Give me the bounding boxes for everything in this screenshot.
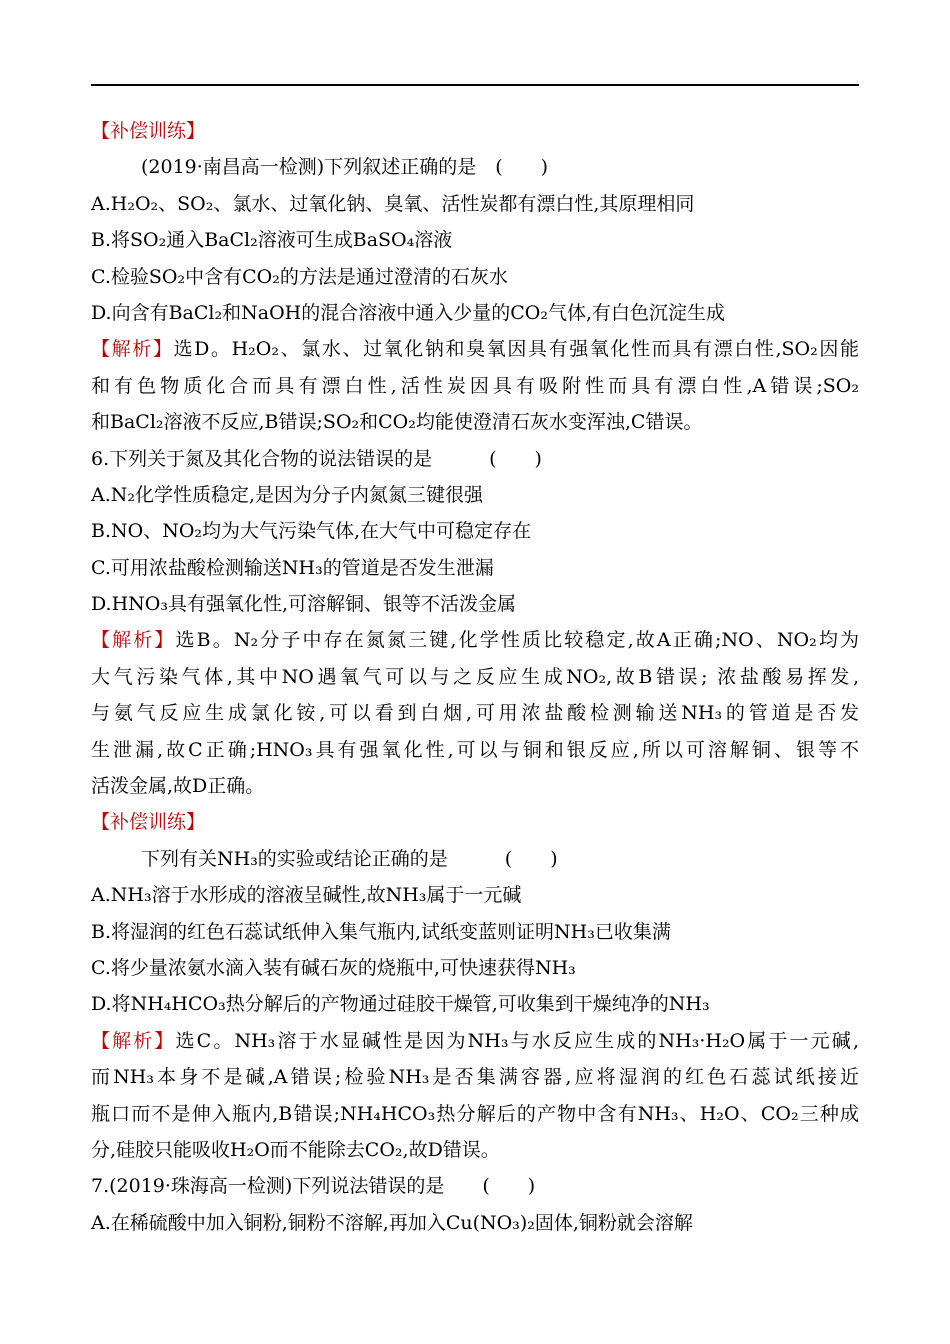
option-a: A.在稀硫酸中加入铜粉,铜粉不溶解,再加入Cu(NO₃)₂固体,铜粉就会溶解 (91, 1211, 693, 1234)
option-d: D.将NH₄HCO₃热分解后的产物通过硅胶干燥管,可收集到干燥纯净的NH₃ (91, 993, 710, 1016)
section-tag: 【补偿训练】 (91, 811, 206, 834)
analysis-line: 而NH₃本身不是碱,A错误;检验NH₃是否集满容器,应将湿润的红色石蕊试纸接近 (91, 1066, 859, 1089)
option-a: A.H₂O₂、SO₂、氯水、过氧化钠、臭氧、活性炭都有漂白性,其原理相同 (91, 192, 695, 215)
option-d: D.HNO₃具有强氧化性,可溶解铜、银等不活泼金属 (91, 593, 517, 616)
analysis-label: 【解析】 (91, 338, 174, 361)
analysis-line: 和有色物质化合而具有漂白性,活性炭因具有吸附性而具有漂白性,A错误;SO₂ (91, 374, 859, 397)
section-tag: 【补偿训练】 (91, 120, 206, 142)
option-b: B.将SO₂通入BaCl₂溶液可生成BaSO₄溶液 (91, 229, 453, 252)
question-stem: 下列有关NH₃的实验或结论正确的是 ( ) (141, 847, 558, 870)
analysis-line: 和BaCl₂溶液不反应,B错误;SO₂和CO₂均能使澄清石灰水变浑浊,C错误。 (91, 411, 703, 434)
analysis-line: 【解析】选B。N₂分子中存在氮氮三键,化学性质比较稳定,故A正确;NO、NO₂均为 (91, 629, 859, 652)
analysis-line: 大气污染气体,其中NO遇氧气可以与之反应生成NO₂,故B错误; 浓盐酸易挥发, (91, 665, 859, 688)
analysis-line: 生泄漏,故C正确;HNO₃具有强氧化性,可以与铜和银反应,所以可溶解铜、银等不 (91, 738, 859, 761)
option-c: C.可用浓盐酸检测输送NH₃的管道是否发生泄漏 (91, 556, 494, 579)
analysis-line: 【解析】选C。NH₃溶于水显碱性是因为NH₃与水反应生成的NH₃·H₂O属于一元碱, (91, 1029, 859, 1052)
analysis-line: 【解析】选D。H₂O₂、氯水、过氧化钠和臭氧因具有强氧化性而具有漂白性,SO₂因能 (91, 338, 859, 361)
option-c: C.将少量浓氨水滴入装有碱石灰的烧瓶中,可快速获得NH₃ (91, 956, 576, 979)
question-stem: 6.下列关于氮及其化合物的说法错误的是 ( ) (91, 447, 542, 470)
option-a: A.N₂化学性质稳定,是因为分子内氮氮三键很强 (91, 483, 484, 506)
question-stem: 7.(2019·珠海高一检测)下列说法错误的是 ( ) (91, 1175, 536, 1198)
question-stem: (2019·南昌高一检测)下列叙述正确的是 ( ) (141, 156, 549, 179)
option-b: B.NO、NO₂均为大气污染气体,在大气中可稳定存在 (91, 520, 532, 543)
option-b: B.将湿润的红色石蕊试纸伸入集气瓶内,试纸变蓝则证明NH₃已收集满 (91, 920, 671, 943)
analysis-line: 分,硅胶只能吸收H₂O而不能除去CO₂,故D错误。 (91, 1138, 500, 1161)
header-rule (91, 84, 859, 86)
option-c: C.检验SO₂中含有CO₂的方法是通过澄清的石灰水 (91, 265, 508, 288)
document-body (91, 113, 859, 1241)
analysis-label: 【解析】 (91, 1029, 176, 1052)
option-d: D.向含有BaCl₂和NaOH的混合溶液中通入少量的CO₂气体,有白色沉淀生成 (91, 301, 725, 324)
analysis-line: 活泼金属,故D正确。 (91, 775, 265, 798)
analysis-label: 【解析】 (91, 629, 176, 652)
analysis-line: 与氨气反应生成氯化铵,可以看到白烟,可用浓盐酸检测输送NH₃的管道是否发 (91, 702, 859, 725)
analysis-line: 瓶口而不是伸入瓶内,B错误;NH₄HCO₃热分解后的产物中含有NH₃、H₂O、CO₂三种成 (91, 1102, 859, 1125)
option-a: A.NH₃溶于水形成的溶液呈碱性,故NH₃属于一元碱 (91, 884, 522, 907)
